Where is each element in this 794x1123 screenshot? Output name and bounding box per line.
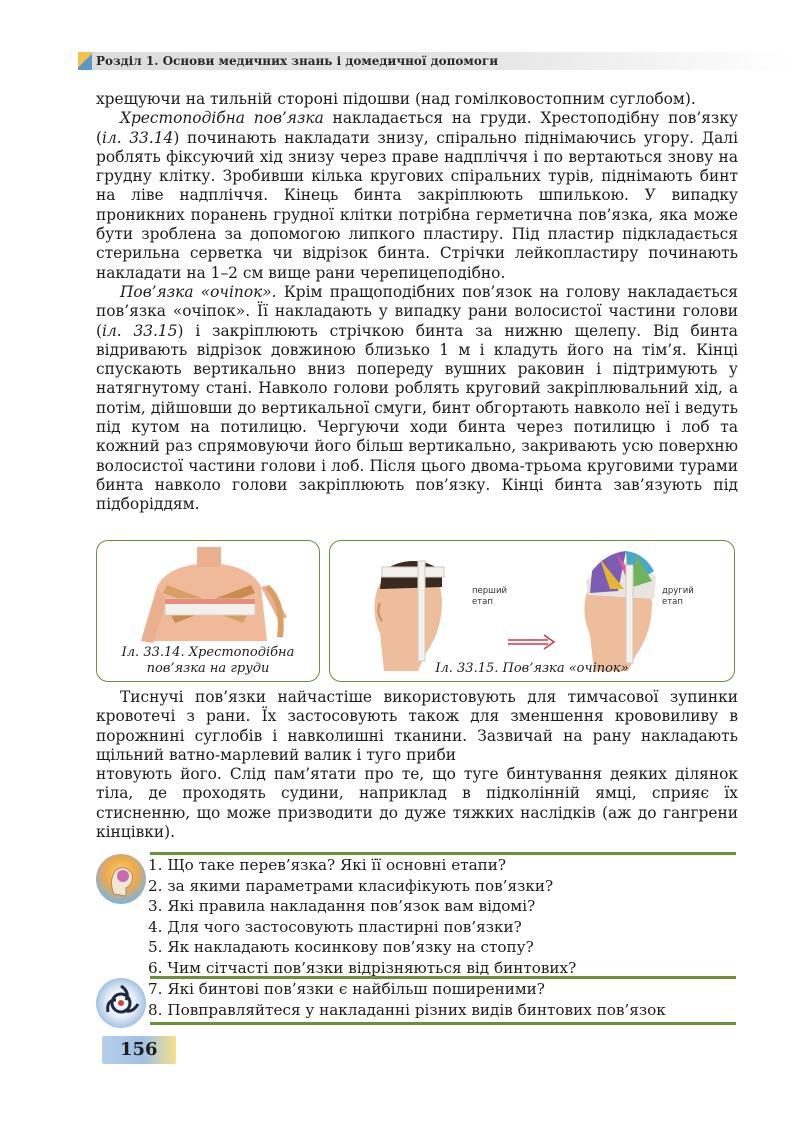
figure-reference: іл. 33.15 — [102, 321, 178, 340]
term-italic: Хрестоподібна пов’язка — [120, 109, 324, 128]
figure-caption — [101, 645, 315, 677]
brain-head-icon — [96, 854, 146, 904]
header-marker-icon — [78, 52, 92, 70]
paragraph: хрещуючи на тильній стороні підошви (над гомілковостопним суглобом). — [96, 90, 696, 108]
gears-activity-icon — [96, 978, 146, 1028]
running-header — [78, 52, 792, 70]
page-number: 156 — [120, 1039, 158, 1060]
question-item: 2. за якими параметрами класифікують пов’язки? — [148, 876, 554, 895]
stage-label: перший — [472, 586, 508, 596]
question-item: 4. Для чого застосовують пластирні пов’язки? — [148, 917, 522, 936]
head-second-stage — [584, 551, 656, 671]
question-item: 8. Повправляйтеся у накладанні різних видів бинтових пов’язок — [148, 1000, 666, 1019]
stage-label: другий — [662, 586, 694, 596]
head-first-stage — [374, 561, 444, 671]
text-span: ) починають накладати знизу, спірально піднімаючись угору. Далі роблять фіксуючий хід знизу через праве надпліччя і по вертаються знову на грудну клітку. Зробивши кілька кругових спіральних турів, піднімають бинт на ліве надпліччя. Кінець бинта закріплюють шпилькою. У випадку проникних поранень грудної клітки потрібна герметична пов’язка, яка може бути зроблена за допомогою липкого пластиру. Під пластир підкладається стерильна серветка чи відрізок бинта. Стрічки лейкопластиру починають накладати на 1–2 см вище рани черепицеподібно. — [96, 128, 738, 282]
caption-line: Іл. 33.14. Хрестоподібна — [121, 645, 295, 660]
paragraph: нтовують його. Слід пам’ятати про те, що туге бинтування деяких ділянок тіла, де проходять судини, наприклад в підколінній ямці, сприяє їх стисненню, що може призводити до дуже тяжких наслідків (аж до гангрени кінцівки). — [96, 765, 738, 842]
header-title: Розділ 1. Основи медичних знань і домедичної допомоги — [96, 54, 499, 68]
paragraph-pressure-bandage: Тиснучі пов’язки найчастіше використовують для тимчасової зупинки кровотечі з рани. Їх застосовують також для зменшення крововиливу в порожнині суглобів і навколишні тканини. Зазвичай на рану накладають щільний ватно-марлевий валик і туго приби — [96, 688, 738, 764]
stage-label: етап — [472, 597, 493, 607]
question-item: 6. Чим сітчасті пов’язки відрізняються від бинтових? — [148, 958, 577, 977]
question-item: 5. Як накладають косинкову пов’язку на стопу? — [148, 938, 534, 956]
figure-caption: Іл. 33.15. Пов’язка «очіпок» — [435, 661, 629, 676]
question-item: 3. Які правила накладання пов’язок вам відомі? — [148, 897, 536, 915]
question-item: 7. Які бинтові пов’язки є найбільш поширеними? — [148, 980, 545, 998]
paragraph-cross-bandage — [96, 109, 738, 283]
text-span: Крім пращоподібних пов’язок на голову накладається пов’язка «очіпок». Її накладають у випадку рани волосистої частини голови ( — [96, 282, 738, 340]
text-span: ) і закріплюють стрічкою бинта за нижню щелепу. Від бинта відривають відрізок довжиною близько 1 м і кладуть його на тім’я. Кінці спускають вертикально вниз попереду вушних раковин і підтримують у натягнутому стані. Навколо голови роблять круговий закріплювальний хід, а потім, дійшовши до вертикальної смуги, бинт обгортають навколо неї і ведуть під кутом на потилицю. Чергуючи ходи бинта через потилицю і лоб та кожний раз спрямовуючи його більш вертикально, закривають усю поверхню волосистої частини голови і лоб. Після цього двома-трьома круговими турами бинта навколо голови закріплюють пов’язку. Кінці бинта зав’язують під підборіддям. — [96, 321, 738, 514]
questions-list-2 — [148, 979, 748, 1020]
figure-33-14 — [96, 540, 320, 682]
term-italic: Пов’язка «очіпок». — [120, 282, 277, 301]
page-number-badge — [102, 1036, 176, 1064]
questions-list-1 — [148, 855, 748, 978]
figure-33-15 — [329, 540, 735, 682]
text-span: накладається на груди. Хрестоподібну пов’язку ( — [96, 109, 738, 147]
main-text-top — [96, 90, 738, 515]
stage-label: етап — [662, 597, 683, 607]
main-text-bottom — [96, 688, 738, 842]
question-item: 1. Що таке перев’язка? Які її основні етапи? — [148, 856, 507, 874]
divider — [150, 1022, 736, 1025]
figure-reference: іл. 33.14 — [102, 128, 174, 147]
arrow-right-icon — [508, 635, 554, 649]
paragraph-bonnet-bandage — [96, 283, 738, 515]
caption-line: пов’язка на груди — [146, 661, 270, 676]
